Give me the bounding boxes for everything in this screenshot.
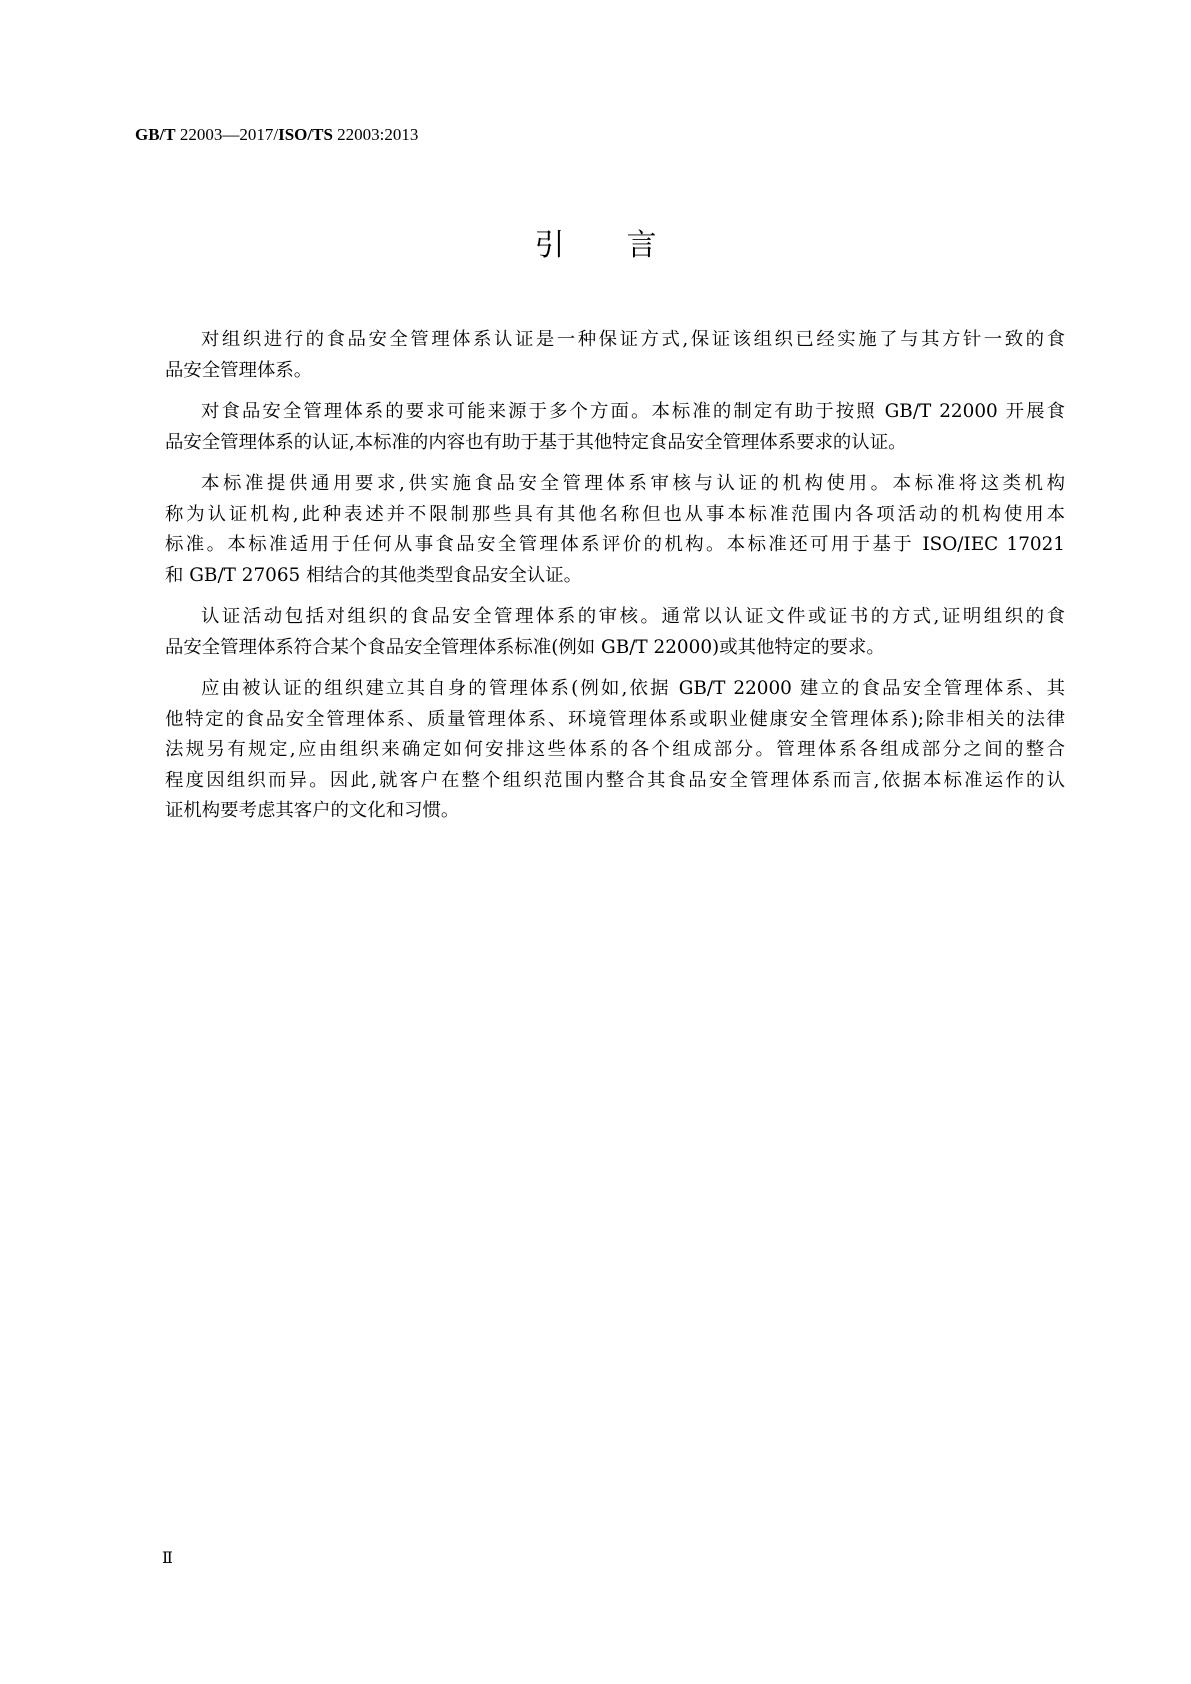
paragraph [165,602,1065,663]
text-line: 应由被认证的组织建立其自身的管理体系(例如,依据 GB/T 22000 建立的食品安全管理体系、其 [201,678,1065,699]
text-line: 他特定的食品安全管理体系、质量管理体系、环境管理体系或职业健康安全管理体系);除非相关的法律 [165,708,1065,730]
standard-number-gb: 22003—2017/ [175,125,279,144]
text-line: 本标准提供通用要求,供实施食品安全管理体系审核与认证的机构使用。本标准将这类机构 [201,473,1065,494]
text-line: 法规另有规定,应由组织来确定如何安排这些体系的各个组成部分。管理体系各组成部分之间的整合 [165,739,1065,760]
text-line: 程度因组织而异。因此,就客户在整个组织范围内整合其食品安全管理体系而言,依据本标准运作的认 [165,769,1065,791]
text-line: 品安全管理体系。 [165,359,313,381]
introduction-body [165,325,1065,838]
text-line: 证机构要考虑其客户的文化和习惯。 [165,800,460,821]
text-line: 标准。本标准适用于任何从事食品安全管理体系评价的机构。本标准还可用于基于 ISO/IEC 17021 [165,534,1065,555]
paragraph [165,469,1065,591]
standard-code-iso: ISO/TS [278,125,333,144]
text-line: 对组织进行的食品安全管理体系认证是一种保证方式,保证该组织已经实施了与其方针一致的食 [201,329,1065,350]
paragraph [165,325,1065,386]
standard-number-iso: 22003:2013 [332,125,419,144]
paragraph [165,674,1065,827]
page-number: Ⅱ [162,1550,173,1567]
standard-number-header [135,125,418,145]
text-line: 品安全管理体系符合某个食品安全管理体系标准(例如 GB/T 22000)或其他特定的要求。 [165,636,885,658]
text-line: 认证活动包括对组织的食品安全管理体系的审核。通常以认证文件或证书的方式,证明组织的食 [201,606,1065,627]
paragraph [165,397,1065,458]
text-line: 品安全管理体系的认证,本标准的内容也有助于基于其他特定食品安全管理体系要求的认证。 [165,431,907,453]
standard-code-gb: GB/T [135,125,176,144]
section-title: 引言 [534,228,719,263]
text-line: 和 GB/T 27065 相结合的其他类型食品安全认证。 [165,564,582,586]
text-line: 称为认证机构,此种表述并不限制那些具有其他名称但也从事本标准范围内各项活动的机构使用本 [165,503,1065,525]
text-line: 对食品安全管理体系的要求可能来源于多个方面。本标准的制定有助于按照 GB/T 22000 开展食 [201,401,1065,422]
